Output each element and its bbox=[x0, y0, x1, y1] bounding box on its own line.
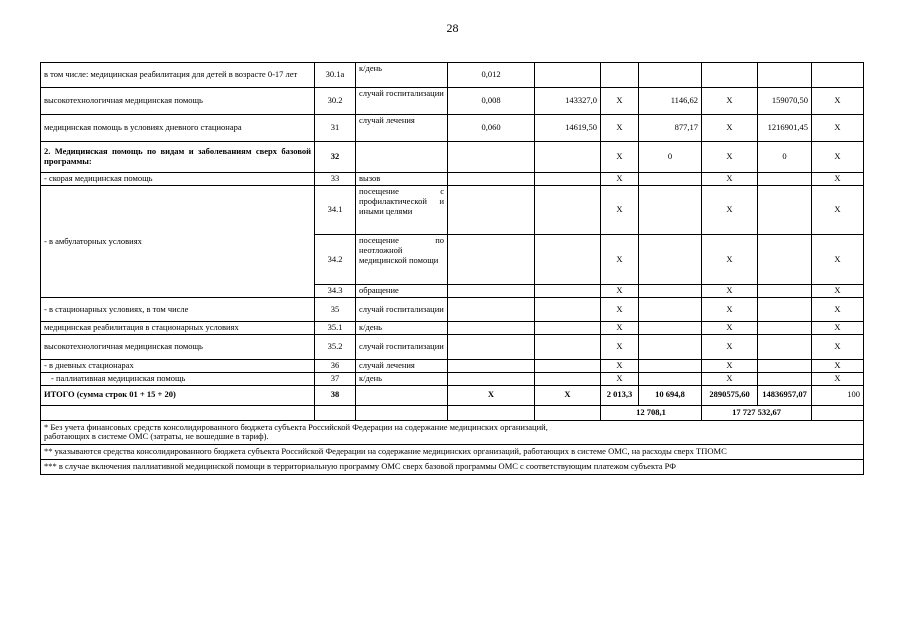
empty-cell bbox=[758, 235, 812, 285]
row-code: 30.1а bbox=[315, 63, 356, 88]
total-value: 10 694,8 bbox=[639, 385, 702, 405]
row-code: 36 bbox=[315, 360, 356, 373]
empty-cell bbox=[758, 298, 812, 322]
row-value bbox=[758, 173, 812, 186]
row-value: Х bbox=[812, 372, 864, 385]
empty-cell bbox=[639, 298, 702, 322]
row-name: - паллиативная медицинская помощь bbox=[41, 372, 315, 385]
row-value bbox=[535, 142, 601, 173]
row-value: Х bbox=[702, 298, 758, 322]
row-value: Х bbox=[601, 115, 639, 142]
row-unit bbox=[356, 142, 448, 173]
row-value: Х bbox=[812, 88, 864, 115]
empty-cell bbox=[535, 186, 601, 235]
row-unit: случай госпитализации bbox=[356, 298, 448, 322]
row-value: Х bbox=[601, 173, 639, 186]
row-value: 143327,0 bbox=[535, 88, 601, 115]
empty-cell bbox=[758, 335, 812, 360]
row-value bbox=[639, 63, 702, 88]
sum-value: 17 727 532,67 bbox=[702, 405, 812, 420]
row-unit: к/день bbox=[356, 322, 448, 335]
empty-cell bbox=[535, 298, 601, 322]
empty-cell bbox=[758, 322, 812, 335]
total-name: ИТОГО (сумма строк 01 + 15 + 20) bbox=[41, 385, 315, 405]
row-value: Х bbox=[702, 360, 758, 373]
empty-cell bbox=[41, 405, 315, 420]
row-name: - в дневных стационарах bbox=[41, 360, 315, 373]
empty-cell bbox=[535, 235, 601, 285]
table-row bbox=[41, 115, 864, 142]
empty-cell bbox=[535, 335, 601, 360]
row-code: 30.2 bbox=[315, 88, 356, 115]
empty-cell bbox=[356, 405, 448, 420]
total-value: 2890575,60 bbox=[702, 385, 758, 405]
row-value: Х bbox=[702, 173, 758, 186]
row-value: 0 bbox=[758, 142, 812, 173]
row-name: высокотехнологичная медицинская помощь bbox=[41, 335, 315, 360]
table-row bbox=[41, 360, 864, 373]
empty-cell bbox=[639, 322, 702, 335]
row-value: Х bbox=[702, 335, 758, 360]
row-value: 0,012 bbox=[448, 63, 535, 88]
row-unit: случай госпитализации bbox=[356, 88, 448, 115]
row-value bbox=[448, 173, 535, 186]
row-value: Х bbox=[601, 142, 639, 173]
row-value: Х bbox=[601, 360, 639, 373]
row-value: Х bbox=[812, 235, 864, 285]
row-value bbox=[601, 63, 639, 88]
empty-cell bbox=[448, 335, 535, 360]
empty-cell bbox=[639, 285, 702, 298]
row-value: Х bbox=[601, 298, 639, 322]
row-value: Х bbox=[702, 235, 758, 285]
table-row bbox=[41, 88, 864, 115]
sum-value: 12 708,1 bbox=[601, 405, 702, 420]
row-code: 34.2 bbox=[315, 235, 356, 285]
row-name: медицинская реабилитация в стационарных условиях bbox=[41, 322, 315, 335]
row-value: Х bbox=[601, 335, 639, 360]
row-unit: к/день bbox=[356, 63, 448, 88]
empty-cell bbox=[356, 385, 448, 405]
empty-cell bbox=[448, 360, 535, 373]
row-value bbox=[639, 173, 702, 186]
row-value: Х bbox=[601, 322, 639, 335]
empty-cell bbox=[758, 186, 812, 235]
total-code: 38 bbox=[315, 385, 356, 405]
row-value: Х bbox=[812, 335, 864, 360]
row-value bbox=[758, 63, 812, 88]
row-value: Х bbox=[812, 186, 864, 235]
total-value: Х bbox=[448, 385, 535, 405]
row-value bbox=[535, 63, 601, 88]
row-value: Х bbox=[601, 88, 639, 115]
row-unit: посещение по неотложной медицинской помощи bbox=[356, 235, 448, 285]
row-value: Х bbox=[601, 372, 639, 385]
row-value: 1146,62 bbox=[639, 88, 702, 115]
row-value: Х bbox=[702, 142, 758, 173]
row-value: Х bbox=[702, 186, 758, 235]
row-code: 31 bbox=[315, 115, 356, 142]
table-row bbox=[41, 186, 864, 235]
row-value: Х bbox=[601, 235, 639, 285]
row-value bbox=[702, 63, 758, 88]
row-unit: к/день bbox=[356, 372, 448, 385]
row-value: Х bbox=[812, 173, 864, 186]
table-row bbox=[41, 372, 864, 385]
row-value: Х bbox=[812, 285, 864, 298]
row-code: 34.1 bbox=[315, 186, 356, 235]
table-row bbox=[41, 298, 864, 322]
footnote-row bbox=[41, 445, 864, 460]
empty-cell bbox=[448, 186, 535, 235]
sums-row bbox=[41, 405, 864, 420]
empty-cell bbox=[758, 360, 812, 373]
row-unit: случай госпитализации bbox=[356, 335, 448, 360]
row-value: 877,17 bbox=[639, 115, 702, 142]
footnote-1-line-2: работающих в системе ОМС (затраты, не вошедшие в тариф). bbox=[44, 431, 269, 442]
row-unit: посещение с профилактической и иными целями bbox=[356, 186, 448, 235]
row-name: - в амбулаторных условиях bbox=[41, 186, 315, 298]
empty-cell bbox=[315, 405, 356, 420]
row-value: Х bbox=[812, 360, 864, 373]
row-value: Х bbox=[601, 186, 639, 235]
row-value: Х bbox=[812, 115, 864, 142]
row-code: 35.1 bbox=[315, 322, 356, 335]
empty-cell bbox=[448, 298, 535, 322]
empty-cell bbox=[448, 372, 535, 385]
empty-cell bbox=[448, 235, 535, 285]
footnote-1-line-1: * Без учета финансовых средств консолидированного бюджета субъекта Российской Федерации на содержание медицинских организаций, bbox=[44, 421, 548, 432]
row-code: 34.3 bbox=[315, 285, 356, 298]
row-value bbox=[812, 63, 864, 88]
row-name: высокотехнологичная медицинская помощь bbox=[41, 88, 315, 115]
empty-cell bbox=[448, 285, 535, 298]
total-value: 2 013,3 bbox=[601, 385, 639, 405]
empty-cell bbox=[639, 186, 702, 235]
total-value: 14836957,07 bbox=[758, 385, 812, 405]
footnote-row bbox=[41, 420, 864, 445]
table-row bbox=[41, 173, 864, 186]
row-value: Х bbox=[702, 115, 758, 142]
empty-cell bbox=[448, 322, 535, 335]
page-number: 28 bbox=[446, 21, 459, 35]
table-row bbox=[41, 322, 864, 335]
footnote-2: ** указываются средства консолидированного бюджета субъекта Российской Федерации на содержание медицинских организаций, работающих в системе ОМС, на расходы сверх ТПОМС bbox=[41, 445, 864, 460]
tariff-table bbox=[40, 62, 864, 475]
empty-cell bbox=[535, 405, 601, 420]
footnote-1 bbox=[41, 420, 864, 445]
row-value: Х bbox=[601, 285, 639, 298]
empty-cell bbox=[639, 372, 702, 385]
empty-cell bbox=[448, 405, 535, 420]
row-code: 35.2 bbox=[315, 335, 356, 360]
row-value: 0,060 bbox=[448, 115, 535, 142]
empty-cell bbox=[758, 285, 812, 298]
empty-cell bbox=[535, 360, 601, 373]
row-value: Х bbox=[812, 142, 864, 173]
row-value: 14619,50 bbox=[535, 115, 601, 142]
footnote-3: *** в случае включения паллиативной медицинской помощи в территориальную программу ОМС сверх базовой программы ОМС с соответствующим платежом субъекта РФ bbox=[41, 459, 864, 474]
row-code: 37 bbox=[315, 372, 356, 385]
empty-cell bbox=[535, 322, 601, 335]
row-value: 159070,50 bbox=[758, 88, 812, 115]
row-unit: обращение bbox=[356, 285, 448, 298]
table-row bbox=[41, 63, 864, 88]
row-value bbox=[535, 173, 601, 186]
empty-cell bbox=[639, 335, 702, 360]
row-code: 35 bbox=[315, 298, 356, 322]
empty-cell bbox=[639, 360, 702, 373]
row-name: 2. Медицинская помощь по видам и заболеваниям сверх базовой программы: bbox=[41, 142, 315, 173]
empty-cell bbox=[535, 372, 601, 385]
row-value: Х bbox=[702, 322, 758, 335]
row-name: - в стационарных условиях, в том числе bbox=[41, 298, 315, 322]
total-row bbox=[41, 385, 864, 405]
row-unit: вызов bbox=[356, 173, 448, 186]
row-value: Х bbox=[702, 285, 758, 298]
row-value: 1216901,45 bbox=[758, 115, 812, 142]
total-value: 100 bbox=[812, 385, 864, 405]
row-code: 32 bbox=[315, 142, 356, 173]
row-name: в том числе: медицинская реабилитация для детей в возрасте 0-17 лет bbox=[41, 63, 315, 88]
row-name: медицинская помощь в условиях дневного стационара bbox=[41, 115, 315, 142]
row-value bbox=[448, 142, 535, 173]
empty-cell bbox=[812, 405, 864, 420]
table-row bbox=[41, 335, 864, 360]
table-row bbox=[41, 142, 864, 173]
row-unit: случай лечения bbox=[356, 115, 448, 142]
row-value: Х bbox=[812, 298, 864, 322]
row-value: Х bbox=[702, 88, 758, 115]
footnote-row bbox=[41, 459, 864, 474]
row-value: 0,008 bbox=[448, 88, 535, 115]
row-value: Х bbox=[812, 322, 864, 335]
row-code: 33 bbox=[315, 173, 356, 186]
empty-cell bbox=[758, 372, 812, 385]
row-value: 0 bbox=[639, 142, 702, 173]
total-value: Х bbox=[535, 385, 601, 405]
row-unit: случай лечения bbox=[356, 360, 448, 373]
row-value: Х bbox=[702, 372, 758, 385]
empty-cell bbox=[639, 235, 702, 285]
empty-cell bbox=[535, 285, 601, 298]
row-name: - скорая медицинская помощь bbox=[41, 173, 315, 186]
